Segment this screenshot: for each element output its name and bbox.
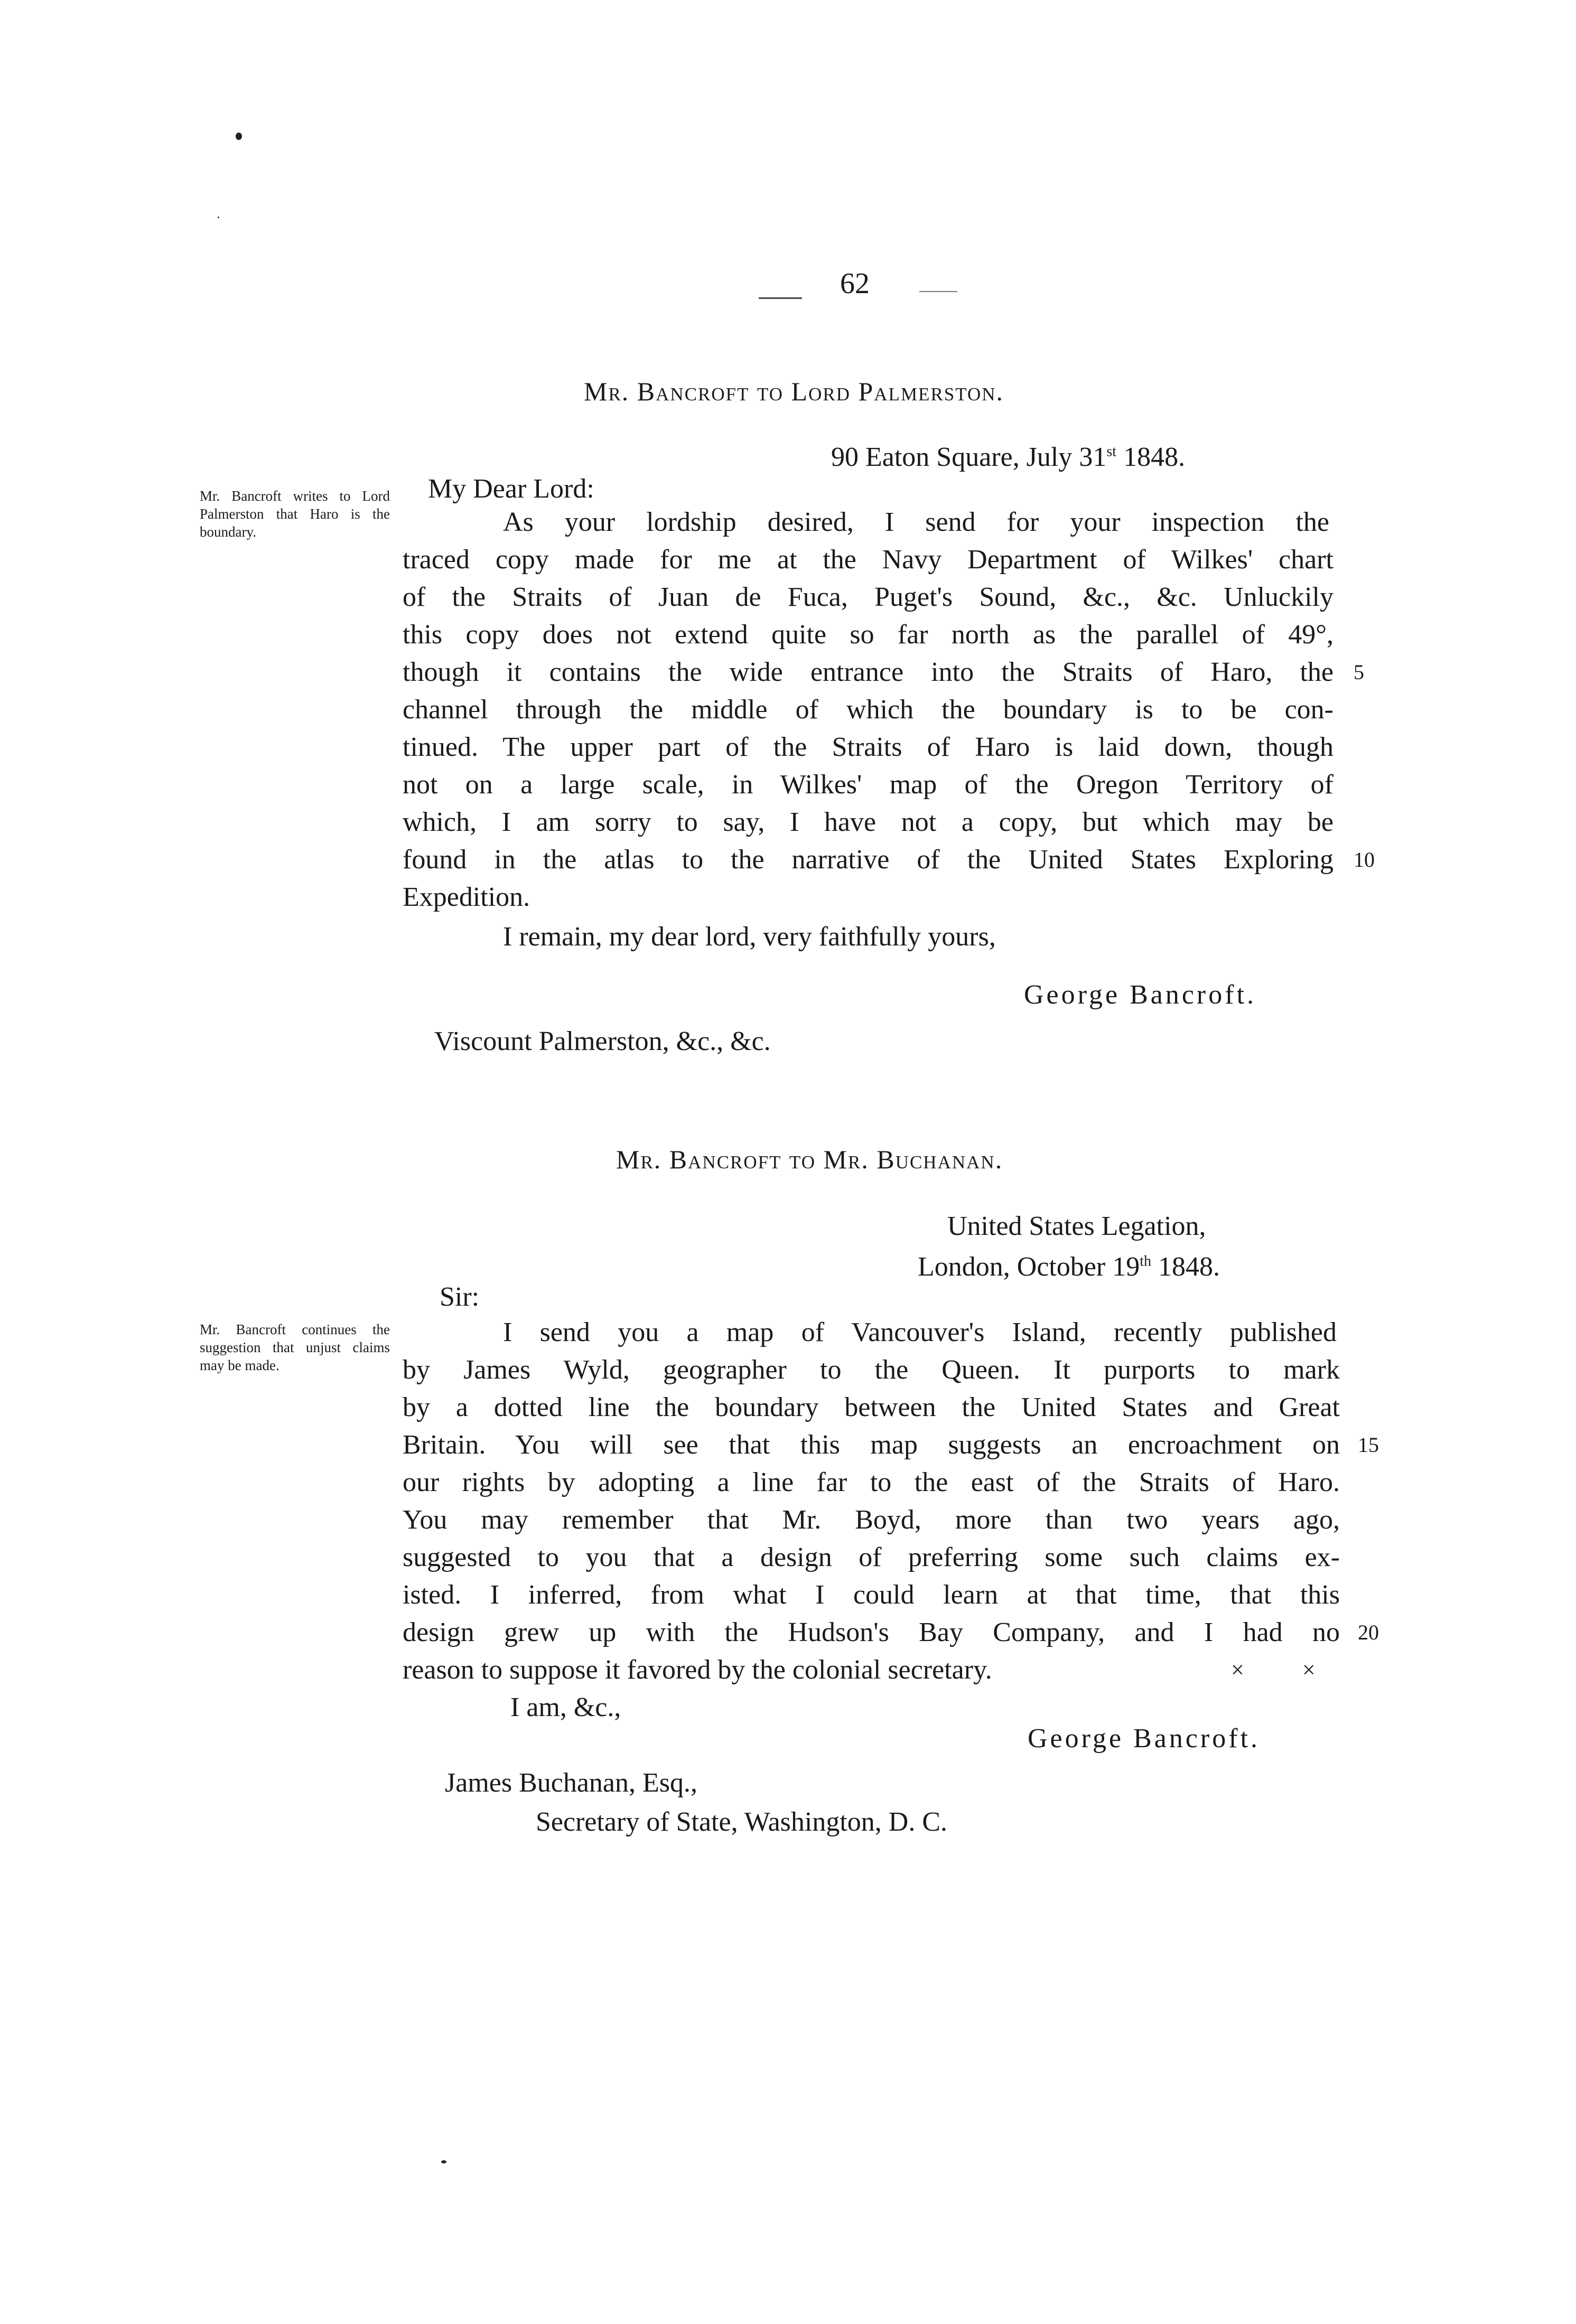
letter-2-margin-note: Mr. Bancroft continues the suggestion that unjust claims may be made. <box>200 1322 390 1373</box>
letter-1-addressee: Viscount Palmerston, &c., &c. <box>434 1026 771 1056</box>
letter-2-dateline-1: United States Legation, <box>947 1211 1206 1241</box>
letter-2-line: by James Wyld, geographer to the Queen. It purports to mark <box>403 1355 1340 1385</box>
letter-1-heading-text: Mr. Bancroft to Lord Palmerston. <box>584 377 1004 406</box>
letter-1-line: As your lordship desired, I send for your inspection the <box>503 507 1329 537</box>
letter-1-dateline-sup: st <box>1106 443 1117 460</box>
letter-2-line: our rights by adopting a line far to the east of the Straits of Haro. <box>403 1467 1340 1497</box>
letter-2-dateline-2 <box>918 1251 1220 1282</box>
letter-1-line: which, I am sorry to say, I have not a copy, but which may be <box>403 807 1333 837</box>
letter-1-line: channel through the middle of which the boundary is to be con- <box>403 695 1333 725</box>
page-number-rule-right <box>919 291 957 292</box>
letter-1-line: found in the atlas to the narrative of the United States Exploring <box>403 845 1333 875</box>
letter-2-line: by a dotted line the boundary between the United States and Great <box>403 1392 1340 1422</box>
letter-1-dateline-year: 1848. <box>1116 442 1186 472</box>
letter-2-line: suggested to you that a design of preferring some such claims ex- <box>403 1542 1340 1572</box>
letter-1-line: not on a large scale, in Wilkes' map of the Oregon Territory of <box>403 770 1333 800</box>
letter-1-salutation: My Dear Lord: <box>428 474 594 504</box>
letter-1-line: traced copy made for me at the Navy Department of Wilkes' chart <box>403 545 1333 575</box>
scan-speck <box>218 217 219 218</box>
line-number: 5 <box>1354 660 1364 684</box>
letter-1-dateline <box>831 442 1185 473</box>
letter-1-line: though it contains the wide entrance into the Straits of Haro, the <box>403 657 1333 687</box>
line-number: 15 <box>1358 1433 1379 1457</box>
scan-speck <box>236 133 242 140</box>
letter-1-line: tinued. The upper part of the Straits of Haro is laid down, though <box>403 732 1333 762</box>
letter-1-line: Expedition. <box>403 882 530 912</box>
letter-2-line: design grew up with the Hudson's Bay Company, and I had no <box>403 1617 1340 1647</box>
letter-1-closing: I remain, my dear lord, very faithfully yours, <box>503 922 996 952</box>
line-number: 10 <box>1354 848 1375 872</box>
letter-1-signature: George Bancroft. <box>1024 980 1257 1010</box>
letter-2-signature: George Bancroft. <box>1028 1723 1261 1754</box>
letter-1-dateline-place: 90 Eaton Square, July 31 <box>831 442 1107 472</box>
letter-1-margin-note: Mr. Bancroft writes to Lord Palmerston that Haro is the boundary. <box>200 488 390 540</box>
letter-2-line: reason to suppose it favored by the colonial secretary. <box>403 1655 992 1685</box>
letter-2-line: I send you a map of Vancouver's Island, recently published <box>503 1317 1337 1347</box>
letter-2-omission-marks: × × <box>1231 1657 1316 1683</box>
letter-2-addressee-1: James Buchanan, Esq., <box>445 1768 698 1798</box>
letter-1-line: this copy does not extend quite so far north as the parallel of 49°, <box>403 620 1333 650</box>
letter-2-line: You may remember that Mr. Boyd, more than two years ago, <box>403 1505 1340 1535</box>
letter-1-line: of the Straits of Juan de Fuca, Puget's Sound, &c., &c. Unluckily <box>403 582 1333 612</box>
letter-2-heading <box>616 1144 1003 1175</box>
letter-2-salutation: Sir: <box>440 1282 480 1312</box>
letter-2-dateline-year: 1848. <box>1151 1252 1220 1282</box>
letter-2-dateline-sup: th <box>1140 1253 1152 1270</box>
letter-2-closing: I am, &c., <box>510 1692 621 1722</box>
letter-1-heading <box>584 376 1004 407</box>
scan-speck <box>441 2160 446 2163</box>
letter-2-line: isted. I inferred, from what I could learn at that time, that this <box>403 1580 1340 1610</box>
page-number-rule-left <box>759 297 802 299</box>
letter-2-line: Britain. You will see that this map suggests an encroachment on <box>403 1430 1340 1460</box>
letter-2-heading-text: Mr. Bancroft to Mr. Buchanan. <box>616 1145 1003 1174</box>
line-number: 20 <box>1358 1620 1379 1644</box>
letter-2-addressee-2: Secretary of State, Washington, D. C. <box>536 1807 948 1837</box>
page-number: 62 <box>840 267 870 300</box>
letter-2-dateline-place: London, October 19 <box>918 1252 1140 1282</box>
